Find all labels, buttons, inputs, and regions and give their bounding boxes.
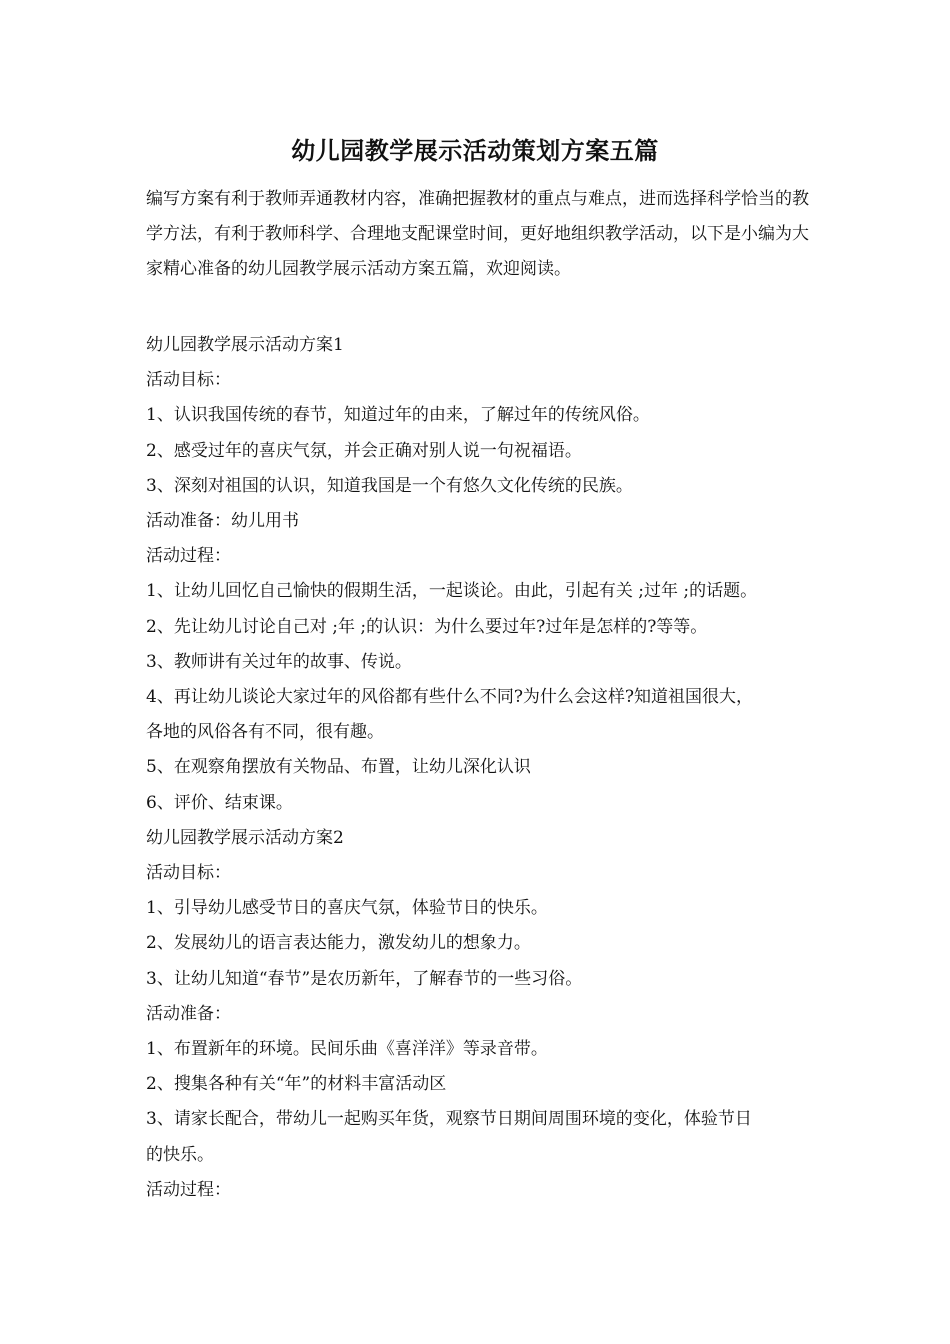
subheading-goals: 活动目标： — [146, 863, 231, 884]
text-line: 2、先让幼儿讨论自己对 ;年 ;的认识：为什么要过年?过年是怎样的?等等。 — [146, 616, 708, 637]
text-line: 1、布置新年的环境。民间乐曲《喜洋洋》等录音带。 — [146, 1039, 548, 1060]
subheading-process: 活动过程： — [146, 1179, 231, 1200]
subheading-goals: 活动目标： — [146, 370, 231, 391]
text-line: 3、让幼儿知道“春节”是农历新年，了解春节的一些习俗。 — [146, 968, 583, 989]
text-line: 2、感受过年的喜庆气氛，并会正确对别人说一句祝福语。 — [146, 440, 582, 461]
text-line: 3、深刻对祖国的认识，知道我国是一个有悠久文化传统的民族。 — [146, 475, 633, 496]
text-line: 2、发展幼儿的语言表达能力，激发幼儿的想象力。 — [146, 933, 531, 954]
subheading-preparation: 活动准备：幼儿用书 — [146, 511, 299, 532]
text-line: 2、搜集各种有关“年”的材料丰富活动区 — [146, 1074, 447, 1095]
section-heading-plan-2: 幼儿园教学展示活动方案2 — [146, 827, 344, 848]
subheading-preparation: 活动准备： — [146, 1003, 231, 1024]
document-title: 幼儿园教学展示活动策划方案五篇 — [291, 136, 659, 165]
text-line: 3、请家长配合，带幼儿一起购买年货，观察节日期间周围环境的变化，体验节日 — [146, 1109, 752, 1130]
text-line: 1、让幼儿回忆自己愉快的假期生活，一起谈论。由此，引起有关 ;过年 ;的话题。 — [146, 581, 758, 602]
text-line: 1、认识我国传统的春节，知道过年的由来，了解过年的传统风俗。 — [146, 405, 650, 426]
text-line: 各地的风俗各有不同，很有趣。 — [146, 722, 384, 743]
intro-text: 编写方案有利于教师弄通教材内容，准确把握教材的重点与难点，进而选择科学恰当的教学方法，有利于教师科学、合理地支配课堂时间，更好地组织教学活动，以下是小编为大家精心准备的幼儿园教学展示活动方案五篇，欢迎阅读。 — [146, 189, 809, 279]
text-line: 1、引导幼儿感受节日的喜庆气氛，体验节日的快乐。 — [146, 898, 548, 919]
text-line: 5、在观察角摆放有关物品、布置，让幼儿深化认识 — [146, 757, 531, 778]
intro-paragraph — [146, 182, 810, 287]
text-line: 的快乐。 — [146, 1144, 214, 1165]
text-line: 3、教师讲有关过年的故事、传说。 — [146, 651, 412, 672]
subheading-process: 活动过程： — [146, 546, 231, 567]
text-line: 6、评价、结束课。 — [146, 792, 293, 813]
section-heading-plan-1: 幼儿园教学展示活动方案1 — [146, 335, 344, 355]
document-body — [146, 328, 810, 1208]
text-line: 4、再让幼儿谈论大家过年的风俗都有些什么不同?为什么会这样?知道祖国很大， — [146, 687, 754, 708]
